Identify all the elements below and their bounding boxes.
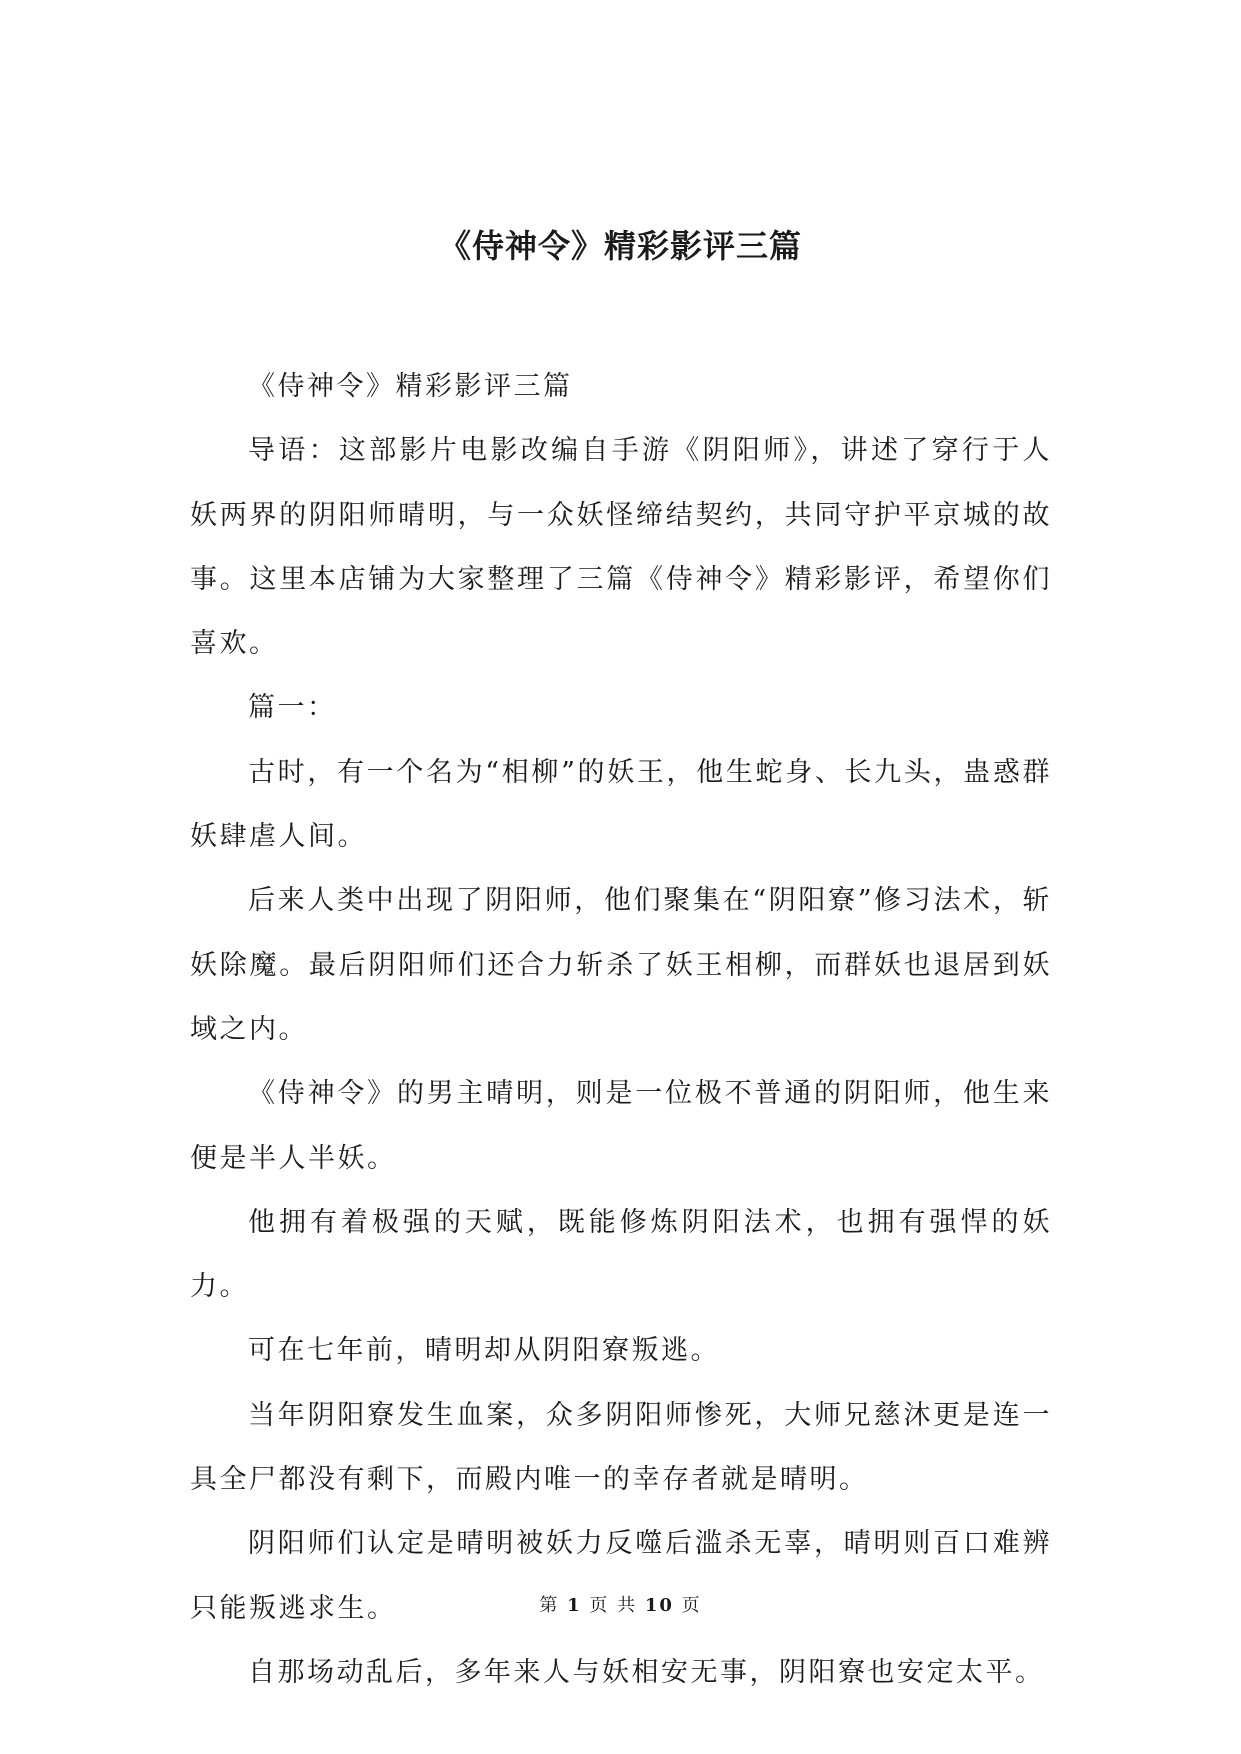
paragraph: 阴阳师们认定是晴明被妖力反噬后滥杀无辜，晴明则百口难辨只能叛逃求生。 xyxy=(190,1528,1052,1624)
footer-middle: 页 共 xyxy=(589,1595,638,1616)
paragraph: 自那场动乱后，多年来人与妖相安无事，阴阳寮也安定太平。 xyxy=(248,1656,1045,1688)
paragraph: 当年阴阳寮发生血案，众多阴阳师惨死，大师兄慈沐更是连一具全尸都没有剩下，而殿内唯一的幸存者就是晴明。 xyxy=(190,1399,1052,1496)
paragraph: 他拥有着极强的天赋，既能修炼阴阳法术，也拥有强悍的妖力。 xyxy=(190,1206,1052,1303)
footer-suffix: 页 xyxy=(681,1595,702,1616)
page-footer xyxy=(0,1593,1241,1619)
paragraph: 篇一： xyxy=(248,692,337,724)
paragraph: 可在七年前，晴明却从阴阳寮叛逃。 xyxy=(248,1335,720,1367)
document-body xyxy=(190,355,1052,1705)
paragraph: 古时，有一个名为“相柳”的妖王，他生蛇身、长九头，蛊惑群妖肆虐人间。 xyxy=(190,756,1052,853)
paragraph: 《侍神令》精彩影评三篇 xyxy=(248,371,573,402)
paragraph: 《侍神令》的男主晴明，则是一位极不普通的阴阳师，他生来便是半人半妖。 xyxy=(190,1078,1052,1174)
document-title: 《侍神令》精彩影评三篇 xyxy=(438,227,802,265)
paragraph: 后来人类中出现了阴阳师，他们聚集在“阴阳寮”修习法术，斩妖除魔。最后阴阳师们还合力斩杀了妖王相柳，而群妖也退居到妖域之内。 xyxy=(190,885,1052,1045)
paragraph: 导语：这部影片电影改编自手游《阴阳师》，讲述了穿行于人妖两界的阴阳师晴明，与一众妖怪缔结契约，共同守护平京城的故事。这里本店铺为大家整理了三篇《侍神令》精彩影评，希望你们喜欢。 xyxy=(190,435,1052,660)
current-page-number: 1 xyxy=(567,1595,582,1616)
footer-prefix: 第 xyxy=(539,1595,560,1616)
total-pages-number: 10 xyxy=(644,1595,674,1616)
